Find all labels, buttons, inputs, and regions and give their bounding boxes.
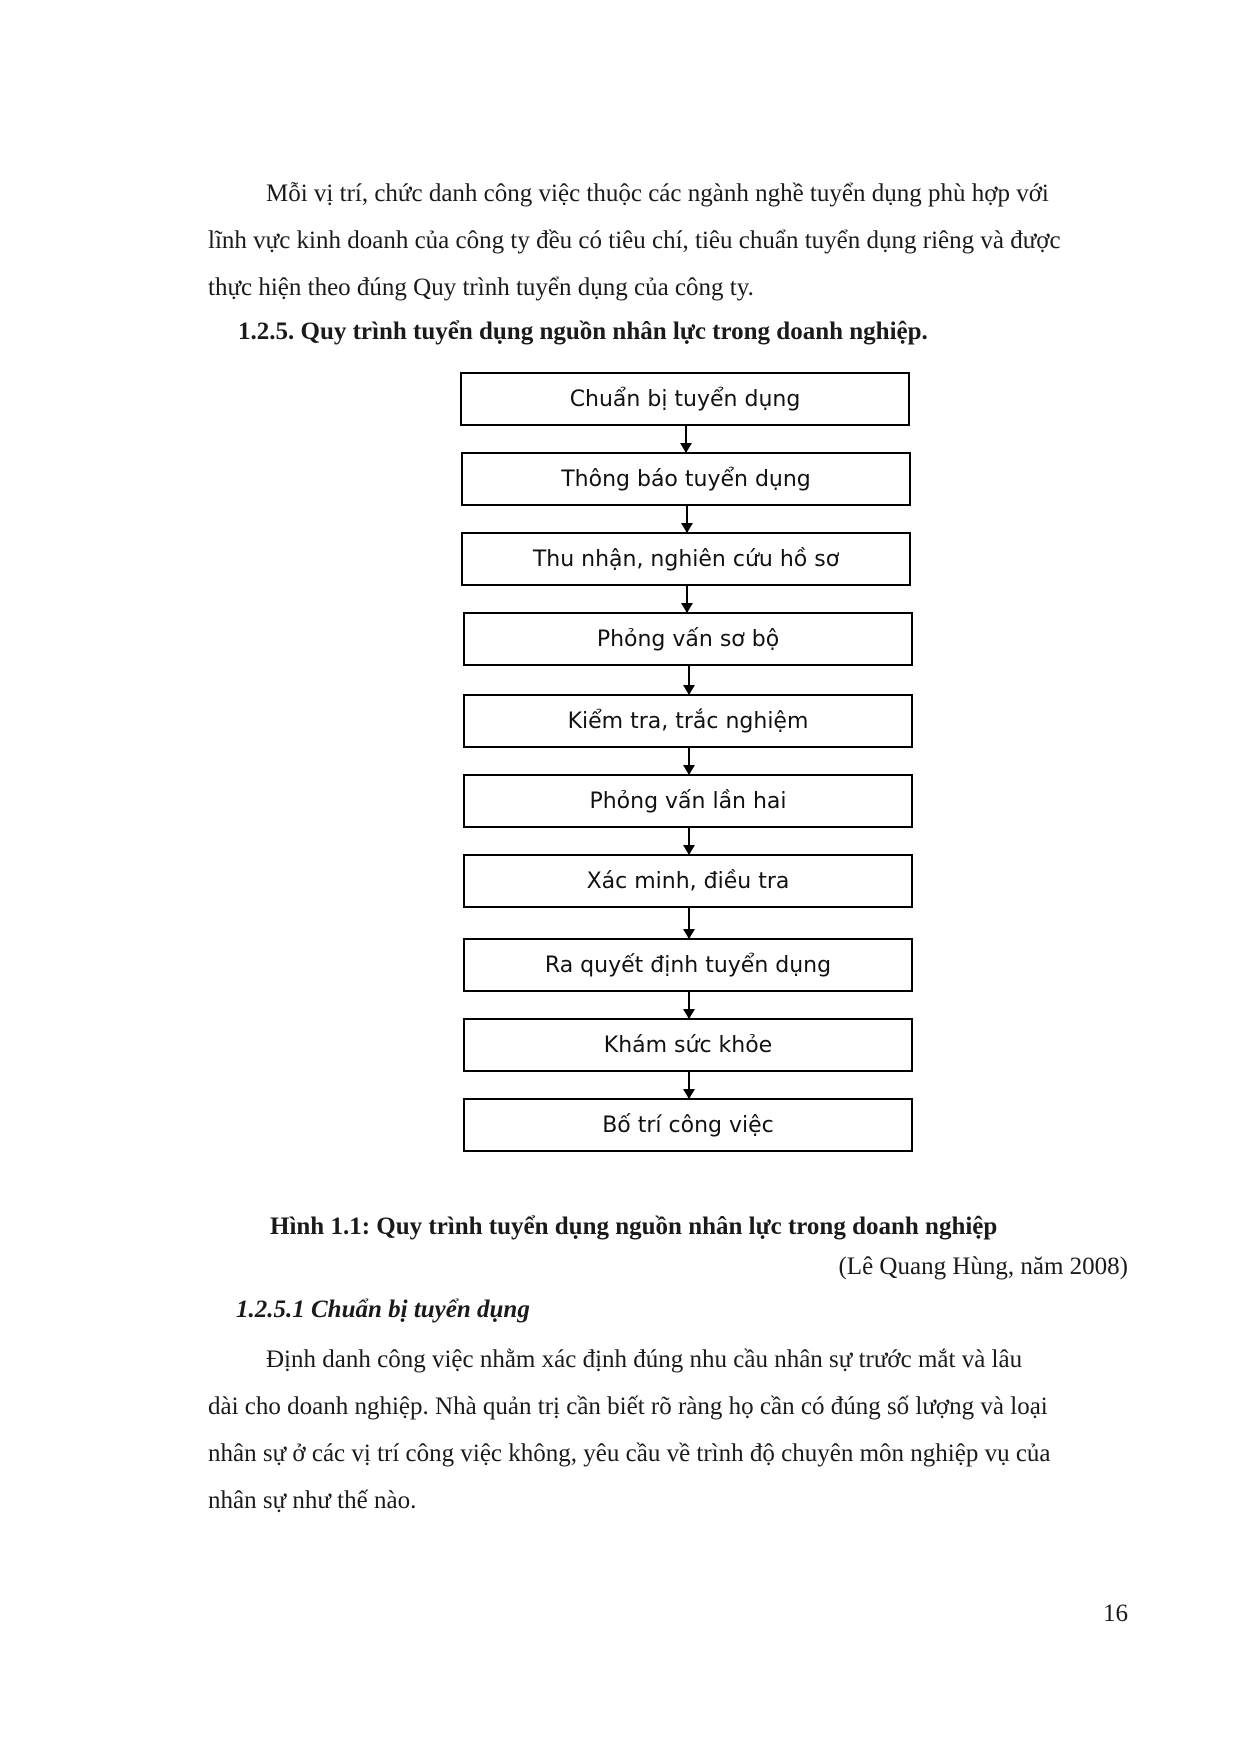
flow-step-announce: Thông báo tuyển dụng: [461, 452, 911, 506]
section-heading: 1.2.5. Quy trình tuyển dụng nguồn nhân lực trong doanh nghiệp.: [238, 318, 928, 345]
flow-step-testing: Kiểm tra, trắc nghiệm: [463, 694, 913, 748]
flow-arrow: [686, 506, 688, 532]
flow-step-prepare: Chuẩn bị tuyển dụng: [460, 372, 910, 426]
intro-line: Mỗi vị trí, chức danh công việc thuộc các ngành nghề tuyển dụng phù hợp với: [266, 180, 1049, 207]
page-number: 16: [1103, 1600, 1128, 1627]
body-line: dài cho doanh nghiệp. Nhà quản trị cần biết rõ ràng họ cần có đúng số lượng và loại: [208, 1393, 1048, 1420]
intro-line: thực hiện theo đúng Quy trình tuyển dụng của công ty.: [208, 274, 754, 301]
flow-arrow: [688, 908, 690, 938]
body-paragraph: [208, 1336, 1128, 1524]
flow-arrow: [685, 426, 687, 452]
flow-arrow: [688, 666, 690, 694]
flow-step-preliminary-interview: Phỏng vấn sơ bộ: [463, 612, 913, 666]
body-line: nhân sự như thế nào.: [208, 1487, 417, 1514]
flow-step-health-check: Khám sức khỏe: [463, 1018, 913, 1072]
flow-step-collect-resumes: Thu nhận, nghiên cứu hồ sơ: [461, 532, 911, 586]
flow-arrow: [688, 748, 690, 774]
flow-arrow: [686, 586, 688, 612]
figure-caption: Hình 1.1: Quy trình tuyển dụng nguồn nhân lực trong doanh nghiệp: [270, 1213, 998, 1240]
flow-step-hiring-decision: Ra quyết định tuyển dụng: [463, 938, 913, 992]
body-line: Định danh công việc nhằm xác định đúng nhu cầu nhân sự trước mắt và lâu: [266, 1346, 1023, 1373]
subsection-heading: 1.2.5.1 Chuẩn bị tuyển dụng: [236, 1296, 530, 1323]
flow-arrow: [688, 828, 690, 854]
figure-source: (Lê Quang Hùng, năm 2008): [838, 1253, 1128, 1280]
flow-arrow: [688, 992, 690, 1018]
intro-line: lĩnh vực kinh doanh của công ty đều có tiêu chí, tiêu chuẩn tuyển dụng riêng và được: [208, 227, 1061, 254]
flow-step-job-assignment: Bố trí công việc: [463, 1098, 913, 1152]
flow-arrow: [688, 1072, 690, 1098]
body-line: nhân sự ở các vị trí công việc không, yêu cầu về trình độ chuyên môn nghiệp vụ của: [208, 1440, 1051, 1467]
intro-paragraph: [208, 170, 1128, 311]
flow-step-second-interview: Phỏng vấn lần hai: [463, 774, 913, 828]
flow-step-verification: Xác minh, điều tra: [463, 854, 913, 908]
